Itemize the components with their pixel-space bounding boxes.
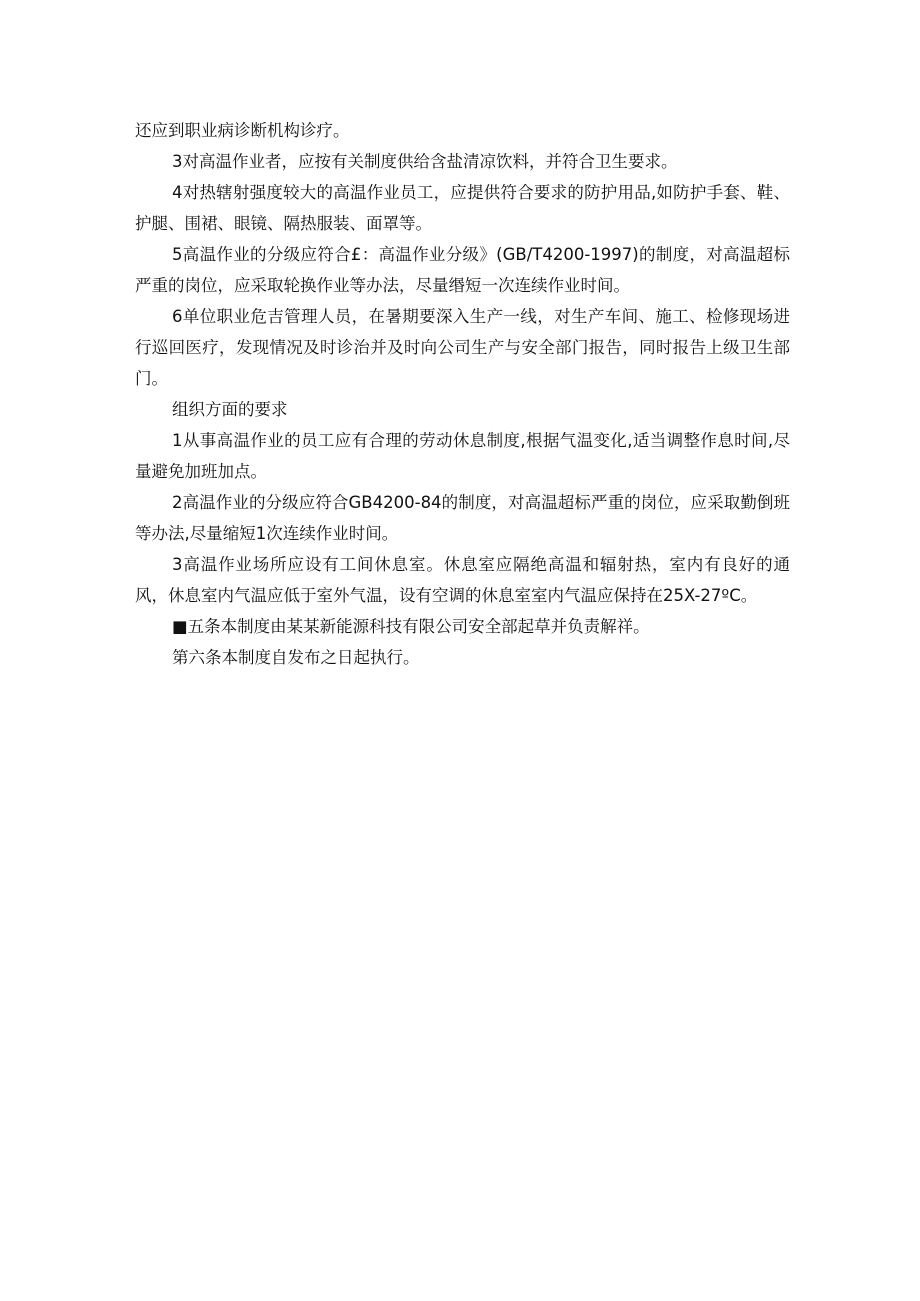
paragraph-org-item-1: 1从事高温作业的员工应有合理的劳动休息制度,根据气温变化,适当调整作息时间,尽量避免加班加点。: [135, 431, 790, 481]
document-body: [135, 115, 790, 673]
paragraph-org-item-2: 2高温作业的分级应符合GB4200-84的制度，对高温超标严重的岗位，应采取勤倒班等办法,尽量缩短1次连续作业时间。: [135, 493, 790, 543]
paragraph-org-item-3: 3高温作业场所应设有工间休息室。休息室应隔绝高温和辐射热，室内有良好的通风，休息室内气温应低于室外气温，设有空调的休息室室内气温应保持在25X-27ºC。: [135, 555, 790, 605]
paragraph-item-6: 6单位职业危吉管理人员，在暑期要深入生产一线，对生产车间、施工、检修现场进行巡回医疗，发现情况及时诊治并及时向公司生产与安全部门报告，同时报告上级卫生部门。: [135, 307, 790, 388]
article-five: ■五条本制度由某某新能源科技有限公司安全部起草并负责解祥。: [172, 617, 650, 636]
section-heading-organization: 组织方面的要求: [172, 400, 288, 419]
paragraph-item-3: 3对高温作业者，应按有关制度供给含盐清凉饮料，并符合卫生要求。: [172, 152, 678, 171]
article-six: 第六条本制度自发布之日起执行。: [172, 648, 420, 667]
paragraph-item-5: 5高温作业的分级应符合£：高温作业分级》(GB/T4200-1997)的制度，对高温超标严重的岗位，应采取轮换作业等办法，尽量缗短一次连续作业时间。: [135, 245, 790, 295]
paragraph-continuation: 还应到职业病诊断机构诊疗。: [135, 121, 350, 140]
paragraph-item-4: 4对热辖射强度较大的高温作业员工，应提供符合要求的防护用品,如防护手套、鞋、护腿、围裙、眼镜、隔热服装、面罩等。: [135, 183, 790, 233]
